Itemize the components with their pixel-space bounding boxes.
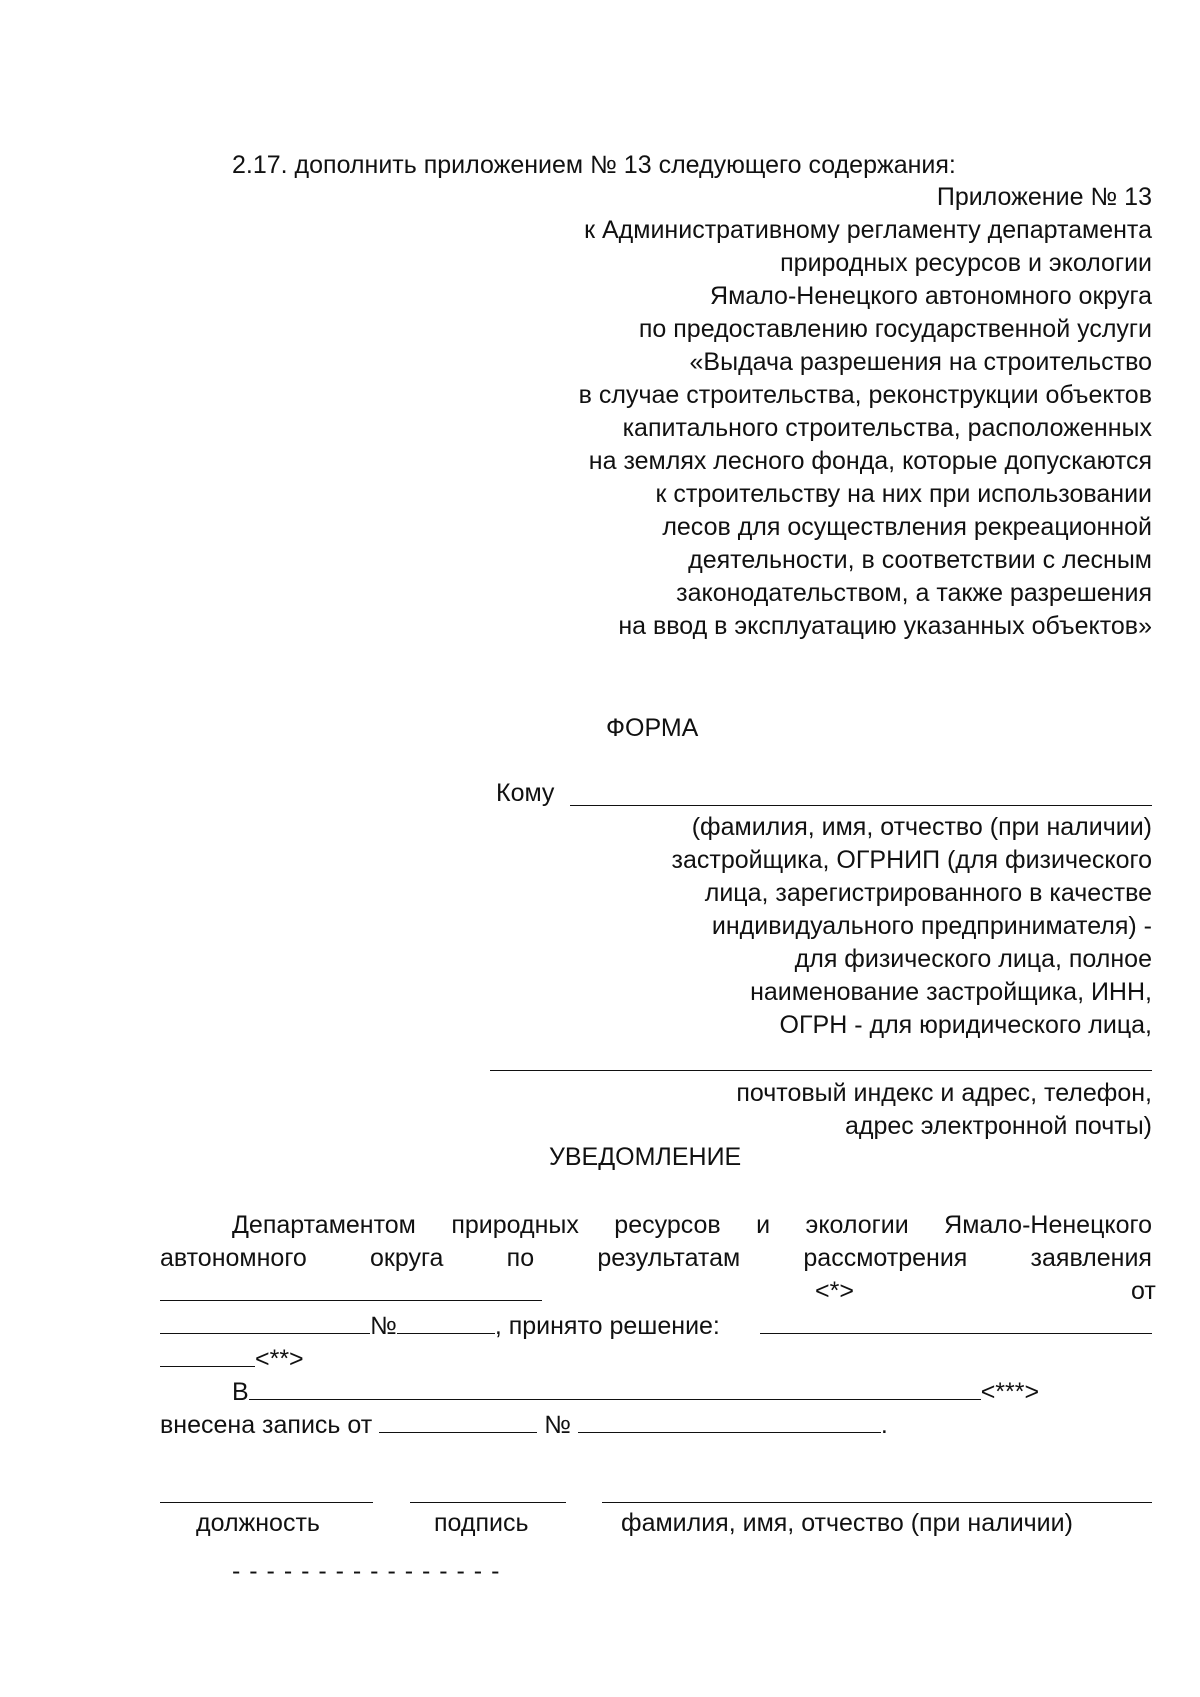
- appendix-line: «Выдача разрешения на строительство: [689, 348, 1152, 376]
- decision-field-line[interactable]: [760, 1333, 1152, 1334]
- decision-label: , принято решение:: [494, 1312, 720, 1340]
- recipient-note-line: ОГРН - для юридического лица,: [779, 1011, 1152, 1039]
- appendix-line: на землях лесного фонда, которые допускаются: [588, 447, 1152, 475]
- address-field-line[interactable]: [490, 1070, 1152, 1071]
- appendix-line: законодательством, а также разрешения: [676, 579, 1152, 607]
- recipient-note-line: (фамилия, имя, отчество (при наличии): [691, 813, 1152, 841]
- decision-continuation: [160, 1342, 304, 1374]
- in-letter: В: [232, 1378, 249, 1406]
- signature-label: подпись: [434, 1509, 529, 1537]
- appendix-line: природных ресурсов и экологии: [780, 249, 1152, 277]
- appendix-line: к строительству на них при использовании: [655, 480, 1152, 508]
- register-line: [232, 1375, 1039, 1407]
- body-line-1: Департаментом природных ресурсов и экологии Ямало-Ненецкого: [232, 1211, 1152, 1239]
- appendix-line: на ввод в эксплуатацию указанных объектов»: [618, 612, 1152, 640]
- full-name-signature-line[interactable]: [602, 1502, 1152, 1503]
- record-end: .: [880, 1411, 888, 1439]
- body-word: результатам: [597, 1244, 741, 1272]
- recipient-note-line: наименование застройщика, ИНН,: [750, 978, 1152, 1006]
- signature-line[interactable]: [410, 1502, 566, 1503]
- record-number-field[interactable]: [578, 1408, 881, 1433]
- address-note-line: почтовый индекс и адрес, телефон,: [736, 1079, 1152, 1107]
- record-number-sign: №: [544, 1411, 571, 1439]
- decision-line: [160, 1309, 720, 1341]
- from-label: от: [1131, 1277, 1156, 1305]
- appendix-line: к Административному регламенту департамента: [584, 216, 1152, 244]
- register-name-field[interactable]: [249, 1375, 981, 1400]
- footnote-ref-1: <*>: [815, 1277, 854, 1305]
- recipient-note-line: лица, зарегистрированного в качестве: [704, 879, 1152, 907]
- record-prefix: внесена запись от: [160, 1411, 373, 1439]
- position-signature-line[interactable]: [160, 1502, 373, 1503]
- number-sign: №: [370, 1312, 397, 1340]
- appendix-line: по предоставлению государственной услуги: [638, 315, 1152, 343]
- notice-title: УВЕДОМЛЕНИЕ: [549, 1143, 742, 1171]
- recipient-note-line: для физического лица, полное: [794, 945, 1152, 973]
- body-word: рассмотрения: [803, 1244, 968, 1272]
- record-date-field[interactable]: [379, 1408, 537, 1433]
- body-line-2: [160, 1243, 1152, 1273]
- appendix-line: деятельности, в соответствии с лесным: [688, 546, 1152, 574]
- body-word: по: [506, 1244, 535, 1272]
- form-title: ФОРМА: [606, 714, 699, 742]
- appendix-line: капитального строительства, расположенных: [622, 414, 1152, 442]
- decision-field-continued[interactable]: [160, 1342, 255, 1367]
- full-name-label: фамилия, имя, отчество (при наличии): [621, 1509, 1073, 1537]
- appendix-line: в случае строительства, реконструкции объектов: [578, 381, 1152, 409]
- footnote-separator: - - - - - - - - - - - - - - - -: [232, 1557, 501, 1585]
- address-note-line: адрес электронной почты): [844, 1112, 1152, 1140]
- footnote-ref-2: <**>: [255, 1345, 304, 1373]
- appendix-line: лесов для осуществления рекреационной: [662, 513, 1152, 541]
- body-word: автономного: [160, 1244, 307, 1272]
- record-line: [160, 1408, 888, 1440]
- appendix-line: Ямало-Ненецкого автономного округа: [710, 282, 1152, 310]
- appendix-line: Приложение № 13: [936, 183, 1152, 211]
- recipient-note-line: застройщика, ОГРНИП (для физического: [671, 846, 1152, 874]
- position-label: должность: [196, 1509, 320, 1537]
- application-field-line[interactable]: [160, 1300, 542, 1301]
- body-word: округа: [370, 1244, 444, 1272]
- body-word: заявления: [1030, 1244, 1152, 1272]
- footnote-ref-3: <***>: [980, 1378, 1040, 1406]
- recipient-note-line: индивидуального предпринимателя) -: [711, 912, 1152, 940]
- recipient-field-line[interactable]: [570, 805, 1152, 806]
- to-label: Кому: [496, 779, 555, 807]
- intro-text: 2.17. дополнить приложением № 13 следующего содержания:: [232, 151, 956, 179]
- date-field[interactable]: [160, 1309, 370, 1334]
- number-field[interactable]: [397, 1309, 495, 1334]
